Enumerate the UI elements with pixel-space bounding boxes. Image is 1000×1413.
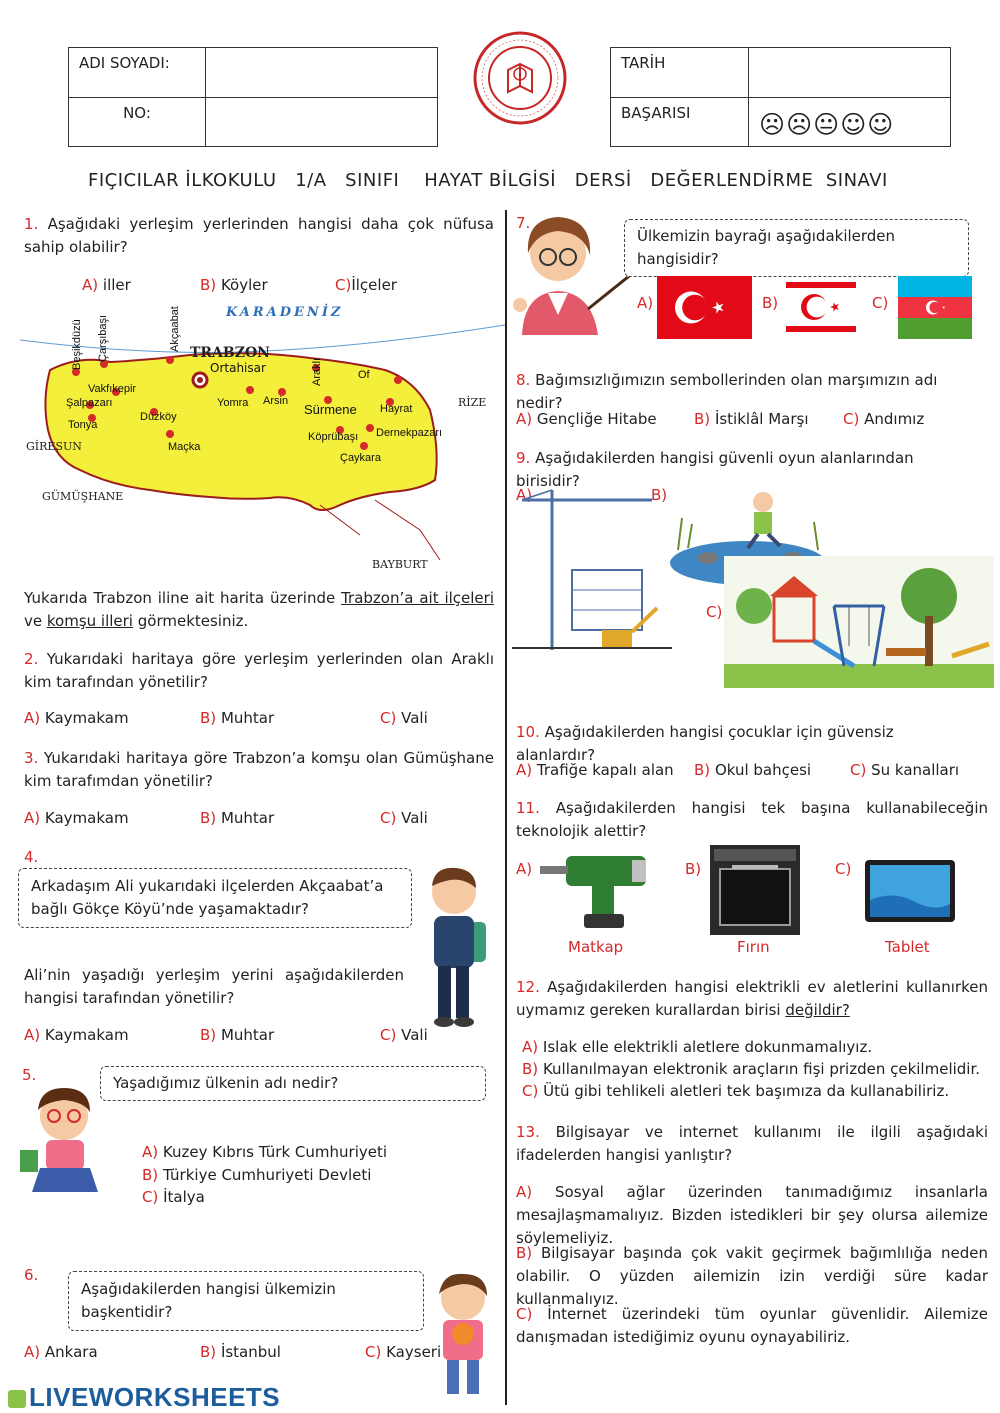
question-4-bubble: Arkadaşım Ali yukarıdaki ilçelerden Akçaabat’a bağlı Gökçe Köyü’nde yaşamaktadır? (18, 868, 412, 928)
map-sea-label: KARADENİZ (226, 305, 344, 320)
q4-option-a[interactable]: A) Kaymakam (24, 1026, 129, 1044)
q1-option-c[interactable]: C)İlçeler (335, 276, 397, 294)
ministry-seal-icon (472, 30, 568, 126)
success-label: BAŞARISI (611, 98, 749, 147)
map-district: Köprübaşı (308, 431, 359, 443)
name-field[interactable] (206, 48, 438, 98)
neutral-face-icon[interactable]: 😐 (813, 110, 841, 139)
q1-option-b[interactable]: B) Köyler (200, 276, 268, 294)
q10-option-b[interactable]: B) Okul bahçesi (694, 761, 812, 779)
q11-option-a[interactable]: A) (516, 860, 533, 878)
question-7-number: 7. (516, 214, 531, 232)
map-caption: Yukarıda Trabzon iline ait harita üzerinde Trabzon’a ait ilçeleri ve komşu illeri görmektesiniz. (24, 589, 494, 630)
sad-face-icon[interactable]: ☹ (759, 110, 787, 139)
question-5-bubble: Yaşadığımız ülkenin adı nedir? (100, 1066, 486, 1101)
q8-option-c[interactable]: C) Andımız (843, 410, 925, 428)
q9-option-c[interactable]: C) (706, 603, 723, 621)
playground-icon[interactable] (724, 556, 994, 688)
question-4-text: Ali’nin yaşadığı yerleşim yerini aşağıdakilerden hangisi tarafından yönetilir? (24, 966, 404, 1007)
q13-option-a[interactable]: A) Sosyal ağlar üzerinden tanımadığımız insanlarla mesajlaşmamalıyız. Bizden istedikleri bir şey olursa ailemize söylemeliyiz. (516, 1183, 988, 1247)
question-13: 13. Bilgisayar ve internet kullanımı ile ilgili aşağıdaki ifadelerden hangisi yanlıştır? (516, 1123, 988, 1164)
map-district: Araklı (311, 357, 323, 386)
q6-option-c[interactable]: C) Kayseri (365, 1343, 442, 1361)
question-3: 3. Yukarıdaki haritaya göre Trabzon’a komşu olan Gümüşhane kim tarafımdan yönetilir? (24, 749, 494, 790)
question-6-bubble: Aşağıdakilerden hangisi ülkemizin başkentidir? (68, 1271, 424, 1331)
q5-option-a[interactable]: A) Kuzey Kıbrıs Türk Cumhuriyeti (142, 1143, 388, 1161)
map-district: Sürmene (304, 402, 357, 417)
q12-option-c[interactable]: C) Ütü gibi tehlikeli aletleri tek başımıza da kullanabiliriz. (522, 1082, 950, 1100)
q1-option-a[interactable]: A) iller (82, 276, 131, 294)
number-field[interactable] (206, 98, 438, 147)
q9-option-a[interactable]: A) (516, 486, 533, 504)
map-district: Of (358, 369, 370, 381)
drill-icon[interactable] (536, 850, 654, 930)
trnc-flag-icon[interactable] (786, 278, 856, 336)
construction-site-icon[interactable] (512, 480, 672, 665)
question-5-number: 5. (22, 1066, 37, 1084)
map-district: Düzköy (140, 411, 177, 423)
boy-character-icon (420, 862, 495, 1032)
q6-option-b[interactable]: B) İstanbul (200, 1343, 281, 1361)
column-divider (505, 210, 507, 1405)
map-center-label: Ortahisar (210, 361, 266, 375)
q5-option-b[interactable]: B) Türkiye Cumhuriyeti Devleti (142, 1166, 372, 1184)
map-district: Çarşıbaşı (97, 314, 109, 362)
question-11: 11. Aşağıdakilerden hangisi tek başına kullanabileceğin teknolojik alettir? (516, 799, 988, 840)
sad-face-icon[interactable]: ☹ (786, 110, 814, 139)
q8-option-b[interactable]: B) İstiklâl Marşı (694, 410, 809, 428)
student-info-table (68, 47, 438, 147)
liveworksheets-logo: LIVEWORKSHEETS (8, 1382, 280, 1413)
q9-option-b[interactable]: B) (651, 486, 668, 504)
number-label: NO: (69, 98, 206, 147)
success-faces[interactable] (749, 98, 951, 147)
map-district: Beşikdüzü (71, 319, 83, 370)
map-neighbor: RİZE (458, 396, 487, 409)
liveworksheets-logo-icon (8, 1390, 26, 1408)
q11-option-b[interactable]: B) (685, 860, 702, 878)
question-10: 10. Aşağıdakilerden hangisi çocuklar için güvensiz alanlardır? (516, 723, 894, 764)
date-field[interactable] (749, 48, 951, 98)
q12-option-a[interactable]: A) Islak elle elektrikli aletlere dokunmamalıyız. (522, 1038, 873, 1056)
q3-option-b[interactable]: B) Muhtar (200, 809, 275, 827)
smile-face-icon[interactable]: ☺ (840, 110, 868, 139)
tablet-icon[interactable] (865, 860, 955, 922)
map-district: Maçka (168, 441, 201, 453)
map-district: Dernekpazarı (376, 427, 443, 439)
map-district: Çaykara (340, 452, 381, 464)
exam-title: FIÇICILAR İLKOKULU 1/A SINIFI HAYAT BİLGİSİ DERSİ DEĞERLENDİRME SINAVI (88, 170, 888, 191)
q7-option-b[interactable]: B) (762, 294, 779, 312)
q8-option-a[interactable]: A) Gençliğe Hitabe (516, 410, 657, 428)
date-label: TARİH (611, 48, 749, 98)
q10-option-a[interactable]: A) Trafiğe kapalı alan (516, 761, 674, 779)
q2-option-a[interactable]: A) Kaymakam (24, 709, 129, 727)
question-9: 9. Aşağıdakilerden hangisi güvenli oyun alanlarından birisidir? (516, 449, 914, 490)
trabzon-map (20, 300, 505, 575)
map-district: Hayrat (380, 403, 413, 415)
map-district: Akçaabat (169, 306, 181, 352)
q13-option-b[interactable]: B) Bilgisayar başında çok vakit geçirmek bağımlılığa neden olabilir. O yüzden ailemizin izin verdiği süre kadar kullanmalıyız. (516, 1244, 988, 1308)
question-8: 8. Bağımsızlığımızın sembollerinden olan marşımızın adı nedir? (516, 371, 938, 412)
q3-option-c[interactable]: C) Vali (380, 809, 428, 827)
azerbaijan-flag-icon[interactable] (898, 276, 972, 339)
q5-option-c[interactable]: C) İtalya (142, 1188, 205, 1206)
q11-option-c[interactable]: C) (835, 860, 852, 878)
map-district: Vakfıkepir (88, 383, 137, 395)
girl-with-cat-icon (425, 1268, 500, 1403)
name-label: ADI SOYADI: (69, 48, 206, 98)
map-district: Yomra (217, 397, 249, 409)
oven-icon[interactable] (710, 845, 800, 935)
q2-option-c[interactable]: C) Vali (380, 709, 428, 727)
q7-option-c[interactable]: C) (872, 294, 889, 312)
question-12: 12. Aşağıdakilerden hangisi elektrikli ev aletlerini kullanırken uymamız gereken kurallardan birisi değildir? (516, 978, 988, 1019)
q4-option-c[interactable]: C) Vali (380, 1026, 428, 1044)
map-province-label: TRABZON (190, 345, 270, 361)
question-7-bubble: Ülkemizin bayrağı aşağıdakilerden hangisidir? (624, 219, 969, 277)
map-neighbor: GÜMÜŞHANE (42, 490, 124, 503)
turkey-flag-icon[interactable] (657, 276, 752, 339)
smile-face-icon[interactable]: ☺ (867, 110, 895, 139)
map-district: Şalpazarı (66, 397, 113, 409)
question-2: 2. Yukarıdaki haritaya göre yerleşim yerlerinden olan Araklı kim tarafından yönetilir? (24, 650, 494, 691)
question-6-number: 6. (24, 1266, 39, 1284)
question-1: 1. Aşağıdaki yerleşim yerlerinden hangisi daha çok nüfusa sahip olabilir? (24, 215, 494, 256)
q6-option-a[interactable]: A) Ankara (24, 1343, 98, 1361)
map-neighbor: BAYBURT (372, 558, 428, 571)
girl-character-icon (18, 1080, 113, 1210)
q13-option-c[interactable]: C) İnternet üzerindeki tüm oyunlar güvenlidir. Ailemize danışmadan istediğimiz oyunu oynayabiliriz. (516, 1305, 988, 1346)
q12-option-b[interactable]: B) Kullanılmayan elektronik araçların fişi prizden çekilmelidir. (522, 1060, 981, 1078)
map-neighbor: GİRESUN (26, 440, 82, 453)
map-district: Arsin (263, 395, 289, 407)
map-district: Tonya (68, 419, 98, 431)
q4-option-b[interactable]: B) Muhtar (200, 1026, 275, 1044)
q10-option-c[interactable]: C) Su kanalları (850, 761, 960, 779)
q3-option-a[interactable]: A) Kaymakam (24, 809, 129, 827)
q7-option-a[interactable]: A) (637, 294, 654, 312)
oven-caption: Fırın (737, 938, 770, 956)
question-4-number: 4. (24, 848, 39, 866)
drill-caption: Matkap (568, 938, 624, 956)
tablet-caption: Tablet (885, 938, 930, 956)
result-table (610, 47, 951, 147)
q2-option-b[interactable]: B) Muhtar (200, 709, 275, 727)
